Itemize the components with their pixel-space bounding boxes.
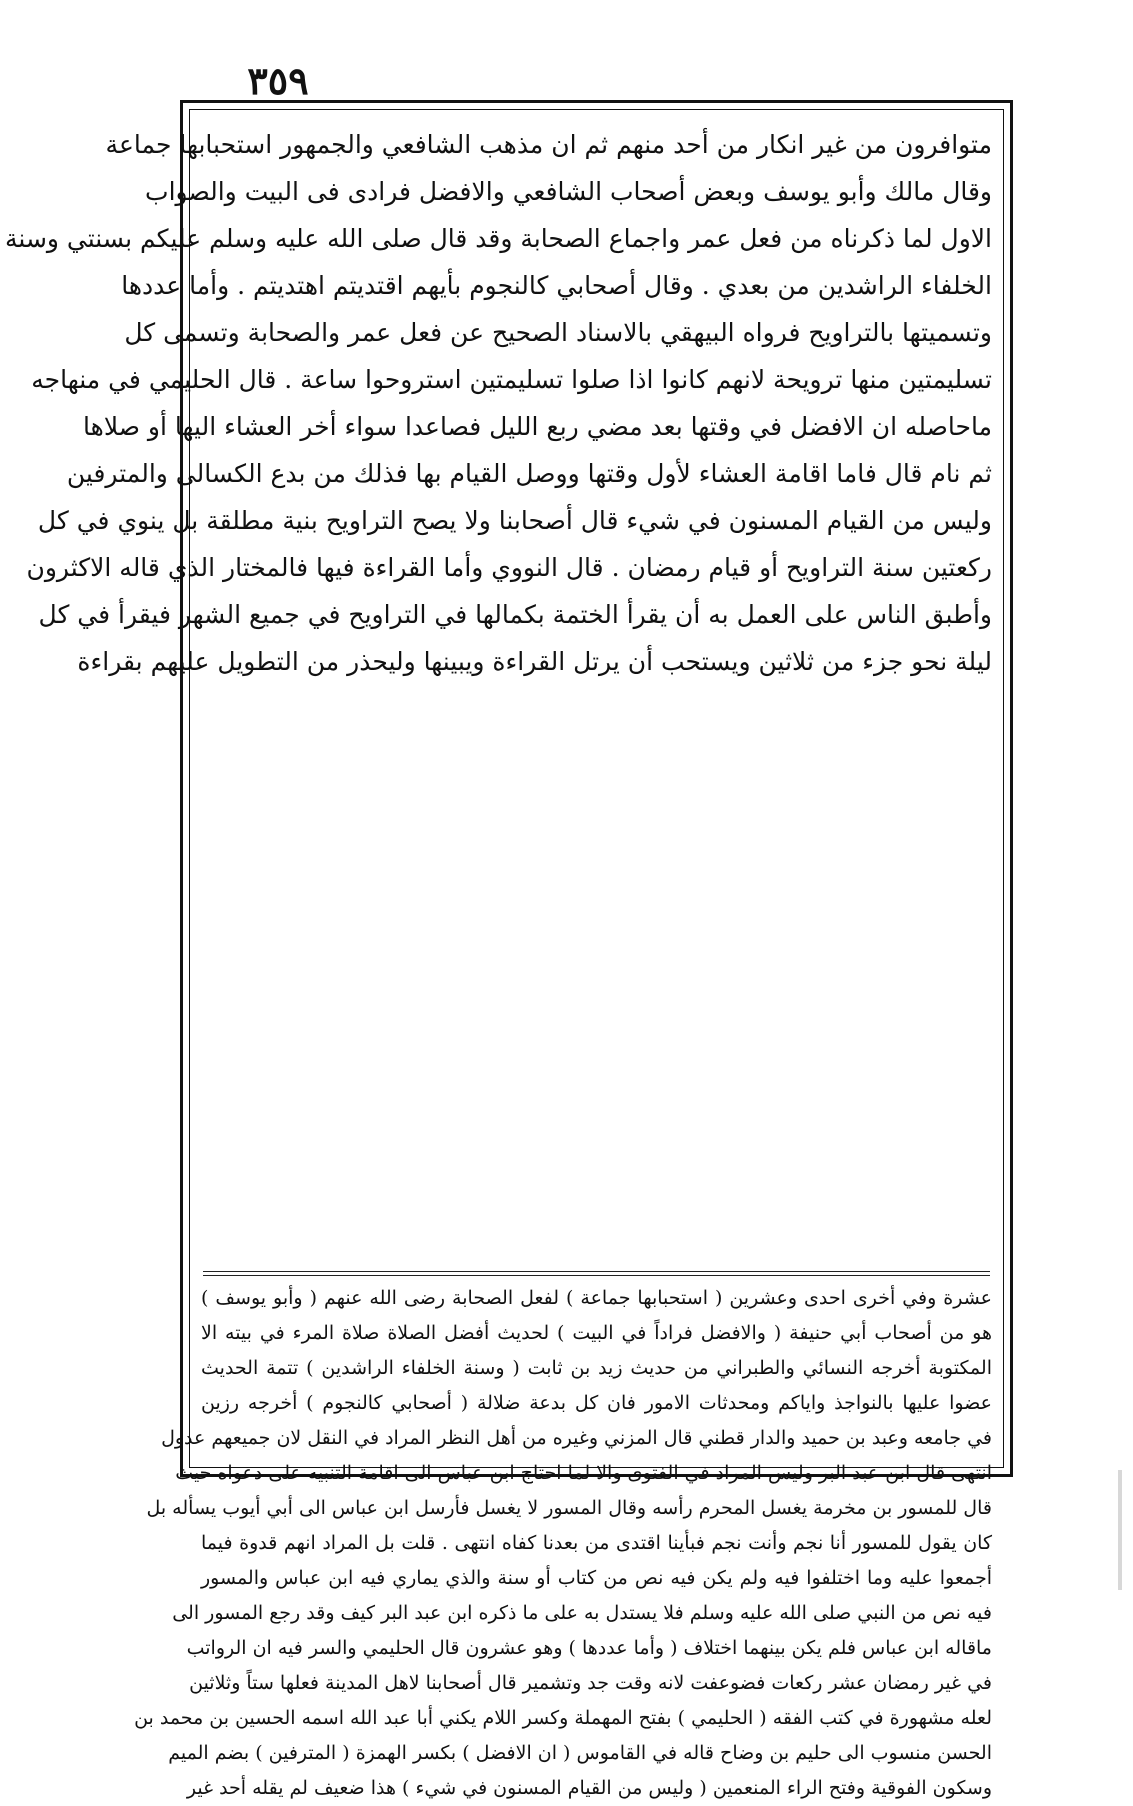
footnote-line: وسكون الفوقية وفتح الراء المنعمين ( وليس من القيام المسنون في شيء ) هذا ضعيف لم يقله أحد غير — [186, 1777, 992, 1799]
footnote-line: فيه نص من النبي صلى الله عليه وسلم فلا يستدل به على ما ذكره ابن عبد البر كيف وقد رجع المسور الى — [172, 1602, 992, 1624]
footnote-line: ماقاله ابن عباس فلم يكن بينهما اختلاف ( وأما عددها ) وهو عشرون قال الحليمي والسر فيه ان الرواتب — [186, 1637, 992, 1659]
footnote-line: كان يقول للمسور أنا نجم وأنت نجم فبأينا اقتدى من بعدنا كفاه انتهى . قلت بل المراد انهم قدوة فيما — [201, 1532, 992, 1554]
page-frame — [5, 100, 1013, 1799]
main-text-line: ثم نام قال فاما اقامة العشاء لأول وقتها ووصل القيام بها فذلك من بدع الكسالى والمترفين — [66, 459, 992, 488]
main-text-line: تسليمتين منها ترويحة لانهم كانوا اذا صلوا تسليمتين استروحوا ساعة . قال الحليمي في منهاجه — [31, 365, 992, 394]
footnote-line: عشرة وفي أخرى احدى وعشرين ( استحبابها جماعة ) لفعل الصحابة رضى الله عنهم ( وأبو يوسف ) — [201, 1287, 992, 1309]
main-text-line: متوافرون من غير انكار من أحد منهم ثم ان مذهب الشافعي والجمهور استحبابها جماعة — [105, 130, 992, 159]
main-text-line: وأطبق الناس على العمل به أن يقرأ الختمة بكمالها في التراويح في جميع الشهر فيقرأ في كل — [38, 600, 992, 629]
footnote-line: في جامعه وعبد بن حميد والدار قطني قال المزني وغيره من أهل النظر المراد في النقل لان جميعهم عدول — [161, 1427, 992, 1449]
footnote-separator-second — [203, 1275, 990, 1276]
footnote-line: لعله مشهورة في كتب الفقه ( الحليمي ) بفتح المهملة وكسر اللام يكني أبا عبد الله اسمه الحسين بن محمد بن — [134, 1707, 992, 1729]
main-text-line: ركعتين سنة التراويح أو قيام رمضان . قال النووي وأما القراءة فيها فالمختار الذي قاله الاكثرون — [26, 553, 992, 582]
footnote-line: قال للمسور بن مخرمة يغسل المحرم رأسه وقال المسور لا يغسل فأرسل ابن عباس الى أبي أيوب يسأله بل — [146, 1497, 992, 1519]
footnote-line: في غير رمضان عشر ركعات فضوعفت لانه وقت جد وتشمير قال أصحابنا لاهل المدينة فعلها ستاً وثلاثين — [189, 1672, 992, 1694]
footnote-block — [134, 1281, 992, 1806]
page-number: ٣٥٩ — [247, 58, 309, 103]
main-text-line: وتسميتها بالتراويح فرواه البيهقي بالاسناد الصحيح عن فعل عمر والصحابة وتسمى كل — [124, 318, 992, 347]
scan-edge-mark — [1118, 1470, 1122, 1590]
main-text-line: ماحاصله ان الافضل في وقتها بعد مضي ربع الليل فصاعدا سواء أخر العشاء اليها أو صلاها — [83, 412, 992, 441]
footnote-line: أجمعوا عليه وما اختلفوا فيه ولم يكن فيه نص من كتاب أو سنة والذي يماري فيه ابن عباس والمسور — [201, 1567, 992, 1589]
footnote-line: المكتوبة أخرجه النسائي والطبراني من حديث زيد بن ثابت ( وسنة الخلفاء الراشدين ) تتمة الحديث — [201, 1357, 992, 1379]
footnote-line: انتهى قال ابن عبد البر وليس المراد في الفتوى والا لما احتاج ابن عباس الى اقامة التنبيه على دعواه حيث — [175, 1462, 992, 1484]
main-text-line: وقال مالك وأبو يوسف وبعض أصحاب الشافعي والافضل فرادى فى البيت والصواب — [145, 177, 992, 206]
footnote-line: الحسن منسوب الى حليم بن وضاح قاله في القاموس ( ان الافضل ) بكسر الهمزة ( المترفين ) بضم الميم — [168, 1742, 992, 1764]
footnote-separator — [203, 1271, 990, 1272]
main-text-line: ليلة نحو جزء من ثلاثين ويستحب أن يرتل القراءة ويبينها وليحذر من التطويل عليهم بقراءة — [77, 647, 992, 676]
footnote-line: هو من أصحاب أبي حنيفة ( والافضل فراداً في البيت ) لحديث أفضل الصلاة صلاة المرء في بيته الا — [201, 1322, 992, 1344]
main-text-line: الاول لما ذكرناه من فعل عمر واجماع الصحابة وقد قال صلى الله عليه وسلم عليكم بسنتي وسنة — [5, 224, 992, 253]
main-text-line: وليس من القيام المسنون في شيء قال أصحابنا ولا يصح التراويح بنية مطلقة بل ينوي في كل — [37, 506, 992, 535]
main-text-line: الخلفاء الراشدين من بعدي . وقال أصحابي كالنجوم بأيهم اقتديتم اهتديتم . وأما عددها — [121, 271, 992, 300]
footnote-line: عضوا عليها بالنواجذ واياكم ومحدثات الامور فان كل بدعة ضلالة ( أصحابي كالنجوم ) أخرجه رزين — [201, 1392, 992, 1414]
main-text-block — [5, 121, 992, 1269]
